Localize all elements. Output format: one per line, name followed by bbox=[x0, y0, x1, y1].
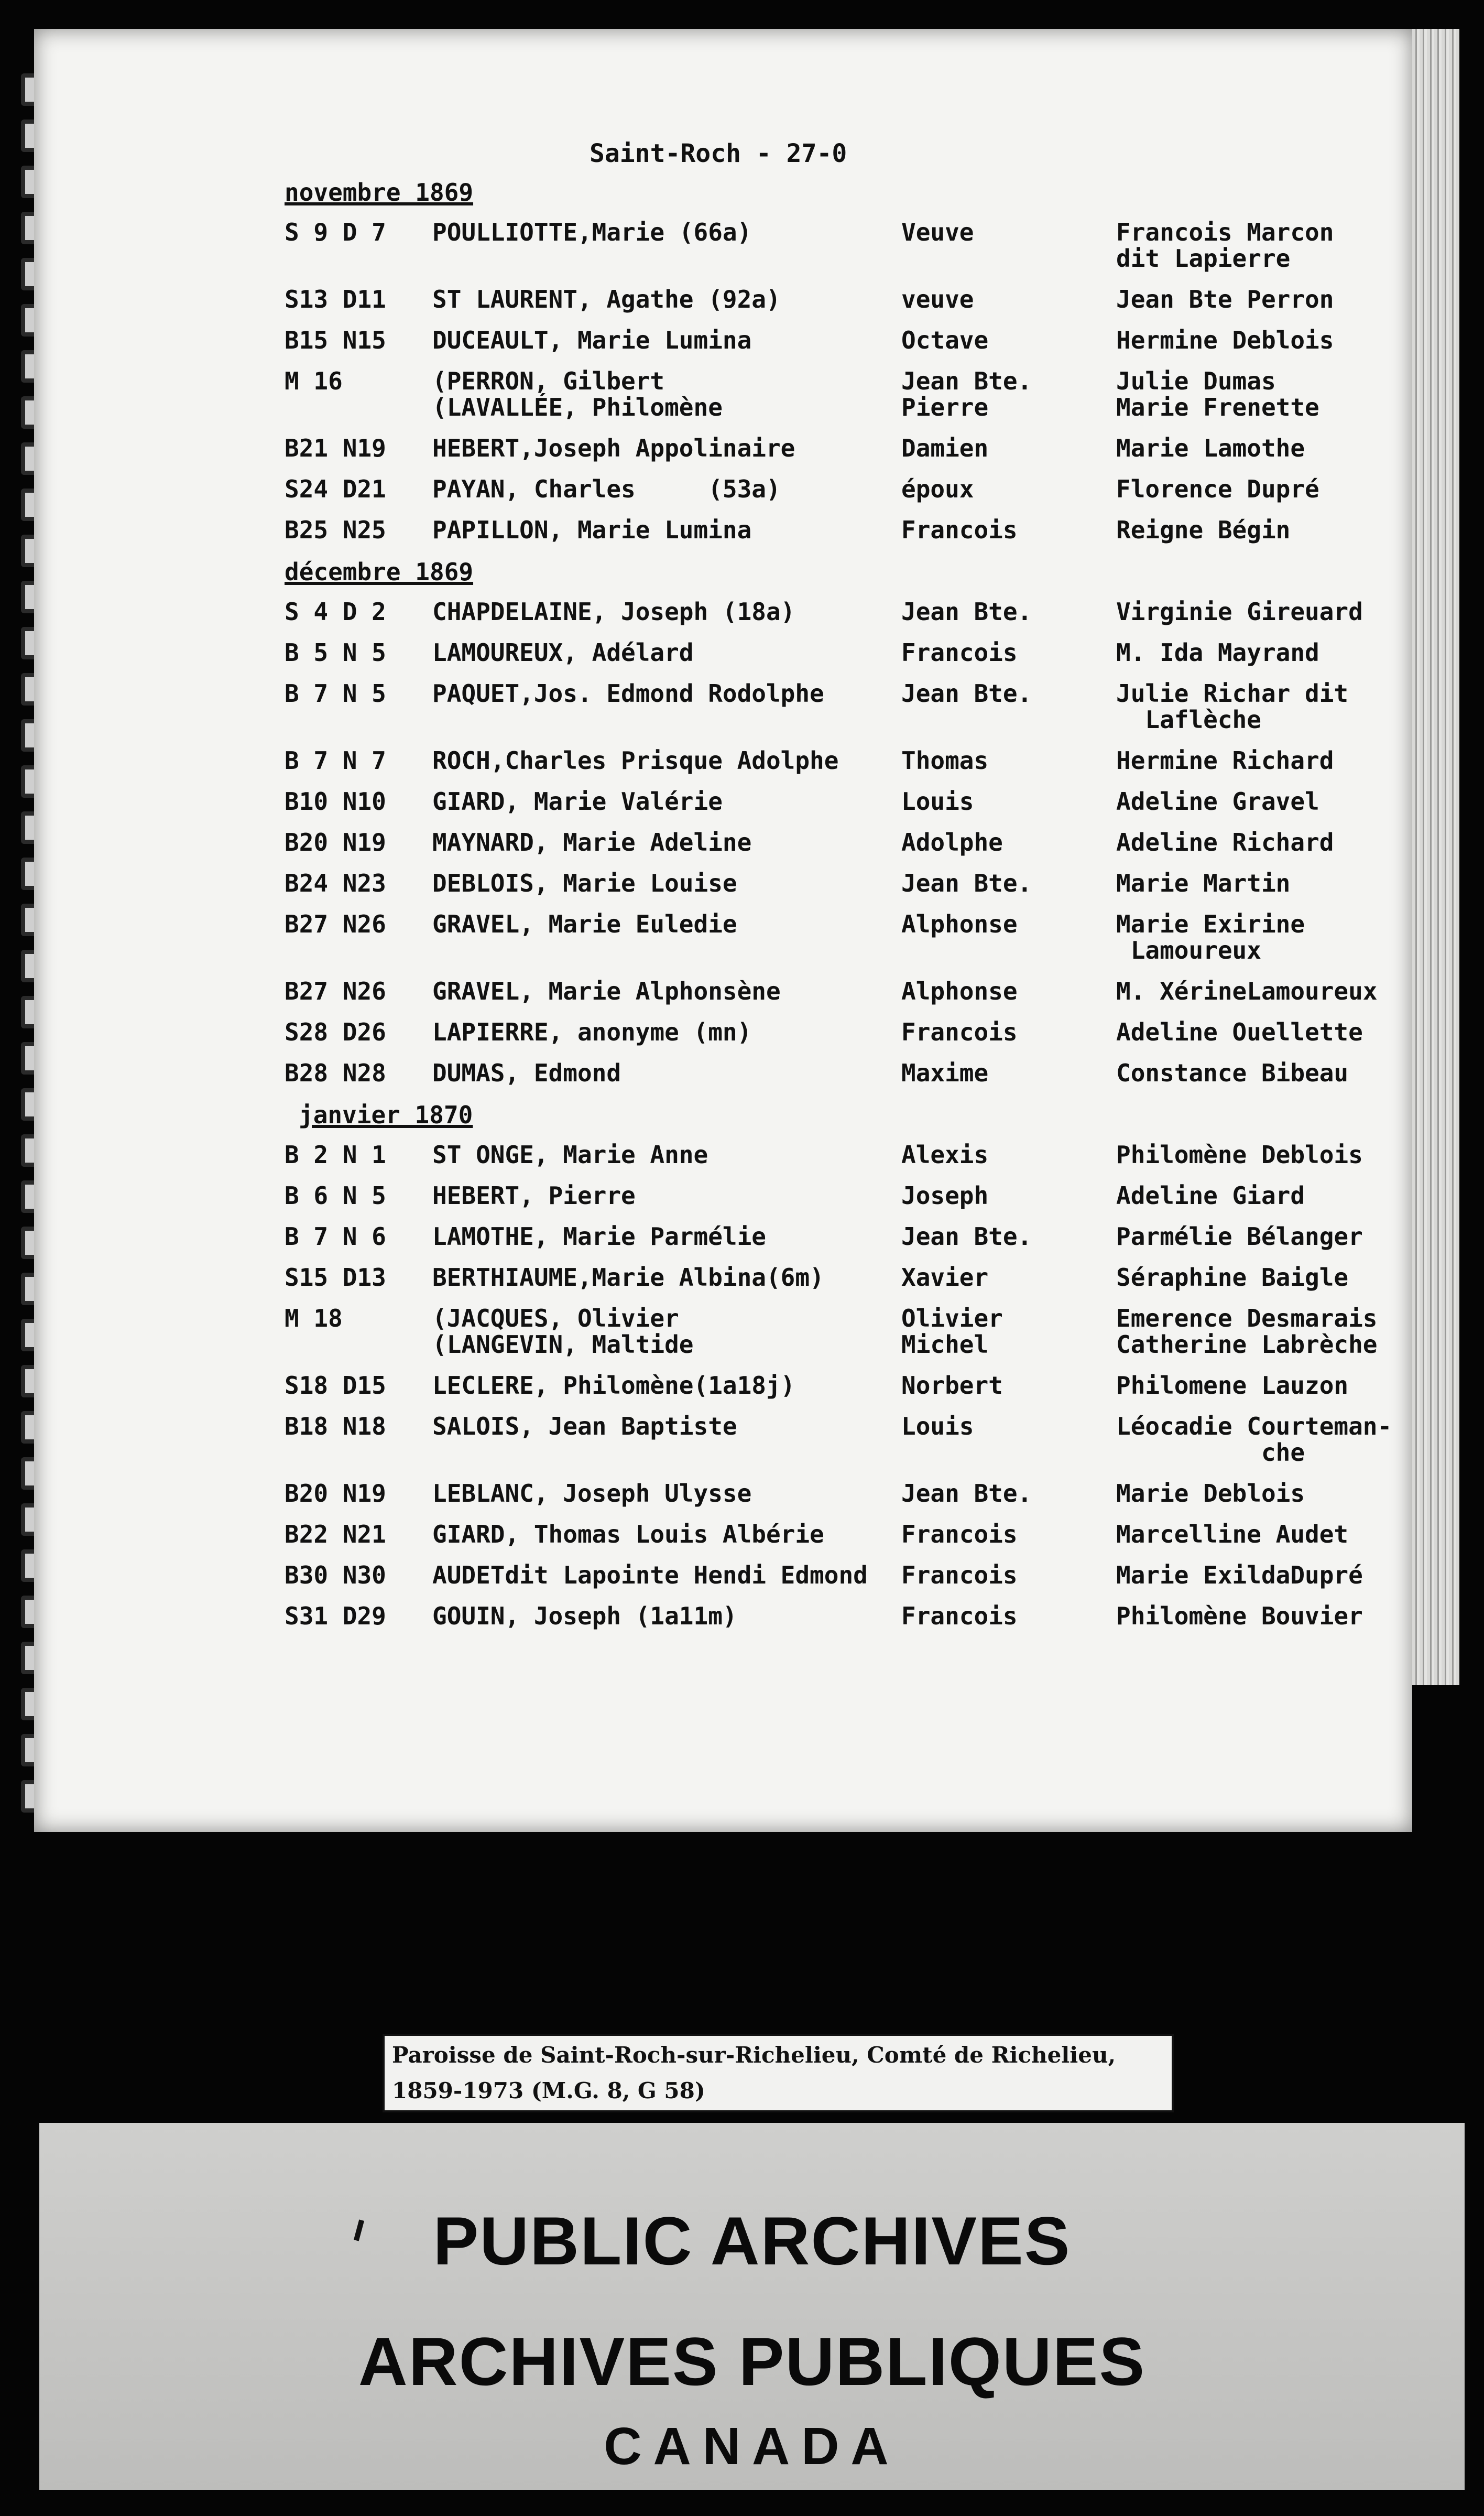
entry-father: Octave bbox=[901, 326, 989, 354]
entry-code: M 16 bbox=[285, 367, 343, 395]
entry-father: Adolphe bbox=[901, 828, 1003, 856]
entry-mother: Philomene Lauzon bbox=[1116, 1371, 1349, 1400]
entry-code: B15 N15 bbox=[285, 326, 386, 354]
entry-name: LAMOUREUX, Adélard bbox=[432, 638, 694, 667]
entry-code: S28 D26 bbox=[285, 1018, 386, 1046]
entry-name: (JACQUES, Olivier (LANGEVIN, Maltide bbox=[432, 1304, 694, 1359]
entry-name: GIARD, Marie Valérie bbox=[432, 787, 723, 816]
register-entries bbox=[34, 29, 1412, 1832]
entry-name: DUMAS, Edmond bbox=[432, 1059, 621, 1087]
entry-father: Veuve bbox=[901, 218, 974, 246]
entry-mother: Emerence Desmarais Catherine Labrèche bbox=[1116, 1304, 1378, 1359]
entry-father: Alexis bbox=[901, 1141, 989, 1169]
entry-mother: Marie Deblois bbox=[1116, 1479, 1305, 1508]
entry-name: ST ONGE, Marie Anne bbox=[432, 1141, 708, 1169]
entry-code: B 5 N 5 bbox=[285, 638, 386, 667]
entry-father: Francois bbox=[901, 1561, 1018, 1589]
entry-code: B 7 N 5 bbox=[285, 679, 386, 708]
entry-mother: Adeline Gravel bbox=[1116, 787, 1319, 816]
entry-name: HEBERT,Joseph Appolinaire bbox=[432, 434, 795, 462]
entry-mother: Florence Dupré bbox=[1116, 475, 1319, 503]
entry-code: S 4 D 2 bbox=[285, 598, 386, 626]
entry-name: (PERRON, Gilbert (LAVALLÉE, Philomène bbox=[432, 367, 723, 421]
entry-mother: Julie Dumas Marie Frenette bbox=[1116, 367, 1319, 421]
entry-mother: Adeline Richard bbox=[1116, 828, 1334, 856]
entry-mother: Julie Richar dit Laflèche bbox=[1116, 679, 1349, 734]
entry-name: GIARD, Thomas Louis Albérie bbox=[432, 1520, 824, 1548]
entry-code: B28 N28 bbox=[285, 1059, 386, 1087]
entry-father: Alphonse bbox=[901, 977, 1018, 1005]
entry-father: Jean Bte. bbox=[901, 869, 1032, 897]
entry-mother: Adeline Ouellette bbox=[1116, 1018, 1363, 1046]
entry-name: BERTHIAUME,Marie Albina(6m) bbox=[432, 1263, 824, 1292]
entry-mother: Francois Marcon dit Lapierre bbox=[1116, 218, 1334, 273]
entry-father: Louis bbox=[901, 1412, 974, 1440]
entry-mother: M. Ida Mayrand bbox=[1116, 638, 1319, 667]
entry-father: Joseph bbox=[901, 1181, 989, 1210]
entry-name: SALOIS, Jean Baptiste bbox=[432, 1412, 737, 1440]
archive-label-line-1: Paroisse de Saint-Roch-sur-Richelieu, Comté de Richelieu, bbox=[392, 2042, 1116, 2068]
page-title: Saint-Roch - 27-0 bbox=[590, 139, 847, 168]
entry-code: B20 N19 bbox=[285, 1479, 386, 1508]
entry-mother: Reigne Bégin bbox=[1116, 516, 1291, 544]
entry-name: DEBLOIS, Marie Louise bbox=[432, 869, 737, 897]
entry-father: Francois bbox=[901, 638, 1018, 667]
entry-code: S 9 D 7 bbox=[285, 218, 386, 246]
entry-name: CHAPDELAINE, Joseph (18a) bbox=[432, 598, 795, 626]
entry-code: S18 D15 bbox=[285, 1371, 386, 1400]
entry-father: Jean Bte. bbox=[901, 1479, 1032, 1508]
entry-name: PAPILLON, Marie Lumina bbox=[432, 516, 752, 544]
entry-name: PAQUET,Jos. Edmond Rodolphe bbox=[432, 679, 824, 708]
entry-father: Jean Bte. bbox=[901, 1222, 1032, 1251]
entry-name: DUCEAULT, Marie Lumina bbox=[432, 326, 752, 354]
entry-mother: Parmélie Bélanger bbox=[1116, 1222, 1363, 1251]
entry-father: Damien bbox=[901, 434, 989, 462]
entry-name: AUDETdit Lapointe Hendi Edmond bbox=[432, 1561, 868, 1589]
entry-father: Alphonse bbox=[901, 910, 1018, 938]
entry-father: Norbert bbox=[901, 1371, 1003, 1400]
entry-code: S13 D11 bbox=[285, 285, 386, 313]
entry-name: LAPIERRE, anonyme (mn) bbox=[432, 1018, 752, 1046]
register-page bbox=[34, 29, 1412, 1832]
entry-father: Francois bbox=[901, 516, 1018, 544]
entry-father: Francois bbox=[901, 1602, 1018, 1630]
entry-mother: Philomène Bouvier bbox=[1116, 1602, 1363, 1630]
entry-name: LECLERE, Philomène(1a18j) bbox=[432, 1371, 795, 1400]
section-label: novembre 1869 bbox=[285, 178, 474, 207]
entry-code: B18 N18 bbox=[285, 1412, 386, 1440]
entry-name: LEBLANC, Joseph Ulysse bbox=[432, 1479, 752, 1508]
archives-stamp bbox=[39, 2123, 1465, 2490]
stamp-line-1: PUBLIC ARCHIVES bbox=[433, 2203, 1071, 2279]
entry-mother: M. XérineLamoureux bbox=[1116, 977, 1378, 1005]
entry-father: Thomas bbox=[901, 746, 989, 775]
entry-father: Olivier Michel bbox=[901, 1304, 1003, 1359]
entry-father: Louis bbox=[901, 787, 974, 816]
entry-mother: Séraphine Baigle bbox=[1116, 1263, 1349, 1292]
entry-name: HEBERT, Pierre bbox=[432, 1181, 636, 1210]
entry-code: B 6 N 5 bbox=[285, 1181, 386, 1210]
entry-name: MAYNARD, Marie Adeline bbox=[432, 828, 752, 856]
entry-code: S15 D13 bbox=[285, 1263, 386, 1292]
archive-label-card bbox=[383, 2034, 1174, 2112]
entry-father: Maxime bbox=[901, 1059, 989, 1087]
entry-name: LAMOTHE, Marie Parmélie bbox=[432, 1222, 766, 1251]
entry-father: époux bbox=[901, 475, 974, 503]
entry-code: B 2 N 1 bbox=[285, 1141, 386, 1169]
entry-code: B 7 N 7 bbox=[285, 746, 386, 775]
entry-mother: Hermine Richard bbox=[1116, 746, 1334, 775]
entry-name: PAYAN, Charles (53a) bbox=[432, 475, 781, 503]
entry-code: B30 N30 bbox=[285, 1561, 386, 1589]
section-label: janvier 1870 bbox=[299, 1101, 473, 1129]
entry-code: B24 N23 bbox=[285, 869, 386, 897]
entry-mother: Marie ExildaDupré bbox=[1116, 1561, 1363, 1589]
entry-name: ROCH,Charles Prisque Adolphe bbox=[432, 746, 839, 775]
entry-mother: Jean Bte Perron bbox=[1116, 285, 1334, 313]
entry-father: Xavier bbox=[901, 1263, 989, 1292]
entry-name: POULLIOTTE,Marie (66a) bbox=[432, 218, 752, 246]
entry-mother: Virginie Gireuard bbox=[1116, 598, 1363, 626]
entry-code: B22 N21 bbox=[285, 1520, 386, 1548]
entry-father: Francois bbox=[901, 1520, 1018, 1548]
entry-mother: Marcelline Audet bbox=[1116, 1520, 1349, 1548]
entry-father: Jean Bte. bbox=[901, 679, 1032, 708]
entry-code: B10 N10 bbox=[285, 787, 386, 816]
entry-code: B25 N25 bbox=[285, 516, 386, 544]
entry-mother: Philomène Deblois bbox=[1116, 1141, 1363, 1169]
entry-father: veuve bbox=[901, 285, 974, 313]
entry-father: Francois bbox=[901, 1018, 1018, 1046]
entry-code: S31 D29 bbox=[285, 1602, 386, 1630]
archive-label-line-2: 1859-1973 (M.G. 8, G 58) bbox=[392, 2078, 705, 2103]
entry-mother: Marie Exirine Lamoureux bbox=[1116, 910, 1305, 964]
entry-mother: Constance Bibeau bbox=[1116, 1059, 1349, 1087]
entry-code: B27 N26 bbox=[285, 910, 386, 938]
entry-code: B 7 N 6 bbox=[285, 1222, 386, 1251]
entry-father: Jean Bte. Pierre bbox=[901, 367, 1032, 421]
section-label: décembre 1869 bbox=[285, 558, 474, 586]
entry-name: GRAVEL, Marie Euledie bbox=[432, 910, 737, 938]
entry-code: B27 N26 bbox=[285, 977, 386, 1005]
entry-mother: Hermine Deblois bbox=[1116, 326, 1334, 354]
entry-mother: Marie Lamothe bbox=[1116, 434, 1305, 462]
entry-mother: Adeline Giard bbox=[1116, 1181, 1305, 1210]
entry-name: GRAVEL, Marie Alphonsène bbox=[432, 977, 781, 1005]
entry-code: M 18 bbox=[285, 1304, 343, 1332]
entry-mother: Marie Martin bbox=[1116, 869, 1291, 897]
entry-code: B21 N19 bbox=[285, 434, 386, 462]
entry-name: GOUIN, Joseph (1a11m) bbox=[432, 1602, 737, 1630]
entry-name: ST LAURENT, Agathe (92a) bbox=[432, 285, 781, 313]
page-stack-edge bbox=[1412, 29, 1459, 1685]
entry-father: Jean Bte. bbox=[901, 598, 1032, 626]
entry-mother: Léocadie Courteman- che bbox=[1116, 1412, 1392, 1467]
stamp-line-2: ARCHIVES PUBLIQUES bbox=[358, 2323, 1146, 2400]
entry-code: S24 D21 bbox=[285, 475, 386, 503]
stamp-line-3: CANADA bbox=[604, 2417, 900, 2476]
entry-code: B20 N19 bbox=[285, 828, 386, 856]
